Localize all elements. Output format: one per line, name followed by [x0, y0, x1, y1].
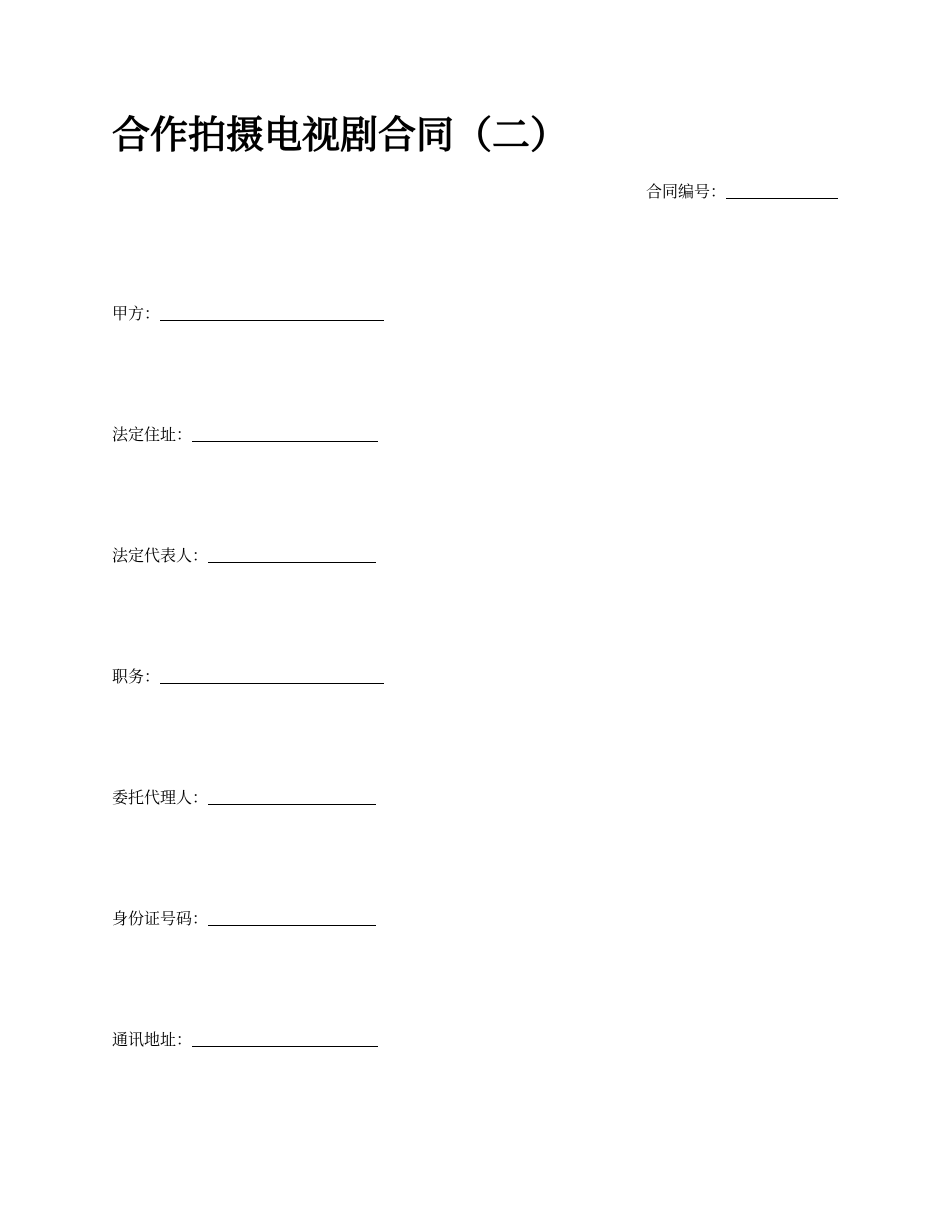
field-label: 法定住址： — [112, 425, 193, 444]
field-blank[interactable] — [208, 788, 376, 805]
document-title: 合作拍摄电视剧合同（二） — [112, 112, 569, 157]
field-blank[interactable] — [208, 546, 376, 563]
field-legal-address — [112, 423, 378, 447]
field-blank[interactable] — [192, 1030, 378, 1047]
contract-number-label: 合同编号： — [645, 182, 726, 201]
field-mailing-address — [112, 1028, 378, 1052]
field-label: 身份证号码： — [112, 909, 209, 928]
contract-number-blank[interactable] — [726, 182, 838, 199]
field-id-number — [112, 907, 376, 931]
field-blank[interactable] — [160, 667, 384, 684]
contract-number-row — [646, 180, 838, 204]
field-legal-representative — [112, 544, 376, 568]
field-party-a — [112, 302, 384, 326]
field-label: 职务： — [112, 667, 161, 686]
field-position — [112, 665, 384, 689]
field-label: 通讯地址： — [112, 1030, 193, 1049]
field-label: 法定代表人： — [112, 546, 209, 565]
field-blank[interactable] — [192, 425, 378, 442]
field-label: 甲方： — [112, 304, 161, 323]
field-authorized-agent — [112, 786, 376, 810]
field-label: 委托代理人： — [112, 788, 209, 807]
field-blank[interactable] — [208, 909, 376, 926]
field-blank[interactable] — [160, 304, 384, 321]
